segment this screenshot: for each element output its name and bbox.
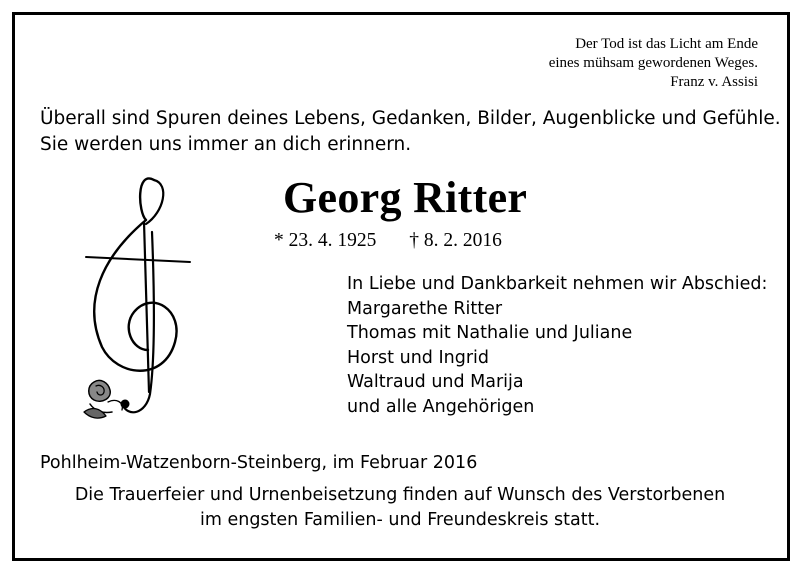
quote-author: Franz v. Assisi [670, 74, 758, 90]
intro-line-1: Überall sind Spuren deines Lebens, Gedanken, Bilder, Augenblicke und Gefühle. [40, 108, 781, 129]
deceased-name: Georg Ritter [283, 173, 528, 222]
mourner-name: und alle Angehörigen [347, 396, 535, 417]
ceremony-line-1: Die Trauerfeier und Urnenbeisetzung finden auf Wunsch des Verstorbenen [74, 485, 726, 505]
birth-date: * 23. 4. 1925 [274, 230, 377, 251]
mourner-name: Thomas mit Nathalie und Juliane [347, 323, 633, 343]
treble-clef-cross-rose-icon [72, 172, 202, 427]
ceremony-line-2: im engsten Familien- und Freundeskreis statt. [199, 509, 601, 530]
quote-block [549, 35, 758, 92]
mourner-name: Horst und Ingrid [347, 347, 489, 368]
ceremony-notice [0, 483, 800, 532]
death-date: † 8. 2. 2016 [409, 230, 502, 251]
life-dates [274, 229, 502, 253]
place-date: Pohlheim-Watzenborn-Steinberg, im Februar 2016 [40, 453, 478, 473]
mourners-heading: In Liebe und Dankbarkeit nehmen wir Abschied: [347, 274, 768, 294]
intro-line-2: Sie werden uns immer an dich erinnern. [40, 134, 412, 155]
quote-line-1: Der Tod ist das Licht am Ende [575, 36, 758, 52]
quote-line-2: eines mühsam gewordenen Weges. [548, 55, 758, 71]
mourners-block [347, 272, 767, 419]
intro-text [40, 106, 781, 158]
mourner-name: Margarethe Ritter [347, 298, 503, 319]
mourner-name: Waltraud und Marija [347, 372, 524, 392]
